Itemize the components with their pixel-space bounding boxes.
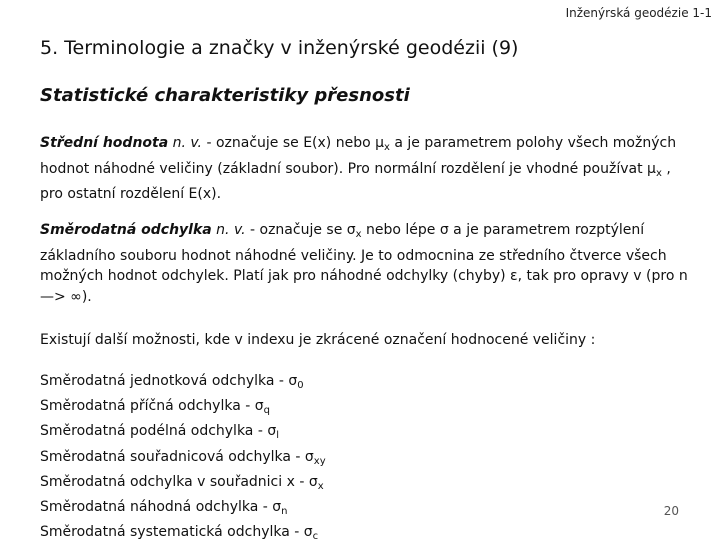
- list-item: [40, 447, 326, 472]
- text: - označuje se E(x) nebo: [202, 135, 376, 151]
- list-item-label: Směrodatná náhodná odchylka -: [40, 499, 273, 516]
- slide-title: 5. Terminologie a značky v inženýrské geodézii (9): [40, 37, 519, 59]
- subscript: q: [263, 405, 270, 417]
- subscript: x: [384, 142, 390, 153]
- list-item-label: Směrodatná souřadnicová odchylka -: [40, 448, 305, 465]
- abbr: n. v.: [168, 135, 202, 151]
- subscript: 0: [297, 380, 304, 391]
- paragraph-other-options: Existují další možnosti, kde v indexu je zkrácené označení hodnocené veličiny :: [40, 332, 596, 348]
- epsilon-symbol: ε: [510, 268, 518, 284]
- subscript: x: [655, 167, 662, 179]
- subscript: xy: [313, 455, 326, 467]
- page-number: 20: [663, 504, 679, 518]
- term-mean-value: Střední hodnota: [40, 135, 169, 151]
- list-item-label: Směrodatná jednotková odchylka -: [40, 373, 289, 389]
- text: - označuje se: [245, 222, 347, 238]
- text: , tak pro opravy v (pro n —> ∞).: [40, 268, 688, 305]
- sigma-symbol: σ: [267, 423, 277, 440]
- text: nebo lépe: [361, 222, 440, 238]
- subscript: x: [355, 229, 362, 240]
- list-item: [40, 396, 326, 421]
- list-item: [40, 371, 326, 396]
- course-header: Inženýrská geodézie 1-1: [565, 6, 712, 20]
- mu-symbol: μ: [375, 135, 385, 151]
- list-item-label: Směrodatná příčná odchylka -: [40, 398, 255, 415]
- list-item-label: Směrodatná systematická odchylka -: [40, 524, 304, 541]
- sigma-symbol: σ: [288, 373, 298, 389]
- paragraph-mean-value: [40, 133, 690, 205]
- sigma-symbol: σ: [272, 499, 282, 516]
- sigma-symbol: σ: [308, 473, 318, 490]
- text: a je parametrem rozptýlení základního souboru hodnot náhodné veličiny. Je to odmocnina ze středního čtverce všech možných hodnot odchylek. Platí jak pro náhodné odchylky (chyby): [40, 222, 667, 284]
- list-item: [40, 421, 326, 446]
- sigma-symbol: σ: [254, 398, 264, 415]
- list-item: [40, 522, 326, 547]
- list-item-label: Směrodatná podélná odchylka -: [40, 423, 268, 440]
- deviation-list: [40, 371, 326, 547]
- paragraph-standard-deviation: [40, 220, 690, 307]
- sigma-symbol: σ: [346, 222, 356, 238]
- subscript: x: [317, 480, 324, 492]
- subscript: l: [276, 430, 279, 442]
- text: a je parametrem polohy všech možných hodnot náhodné veličiny (základní soubor). Pro normální rozdělení je vhodné používat: [40, 135, 677, 177]
- subscript: c: [312, 531, 319, 543]
- text: , pro ostatní rozdělení E(x).: [40, 160, 671, 202]
- sigma-symbol: σ: [304, 448, 314, 465]
- sigma-symbol: σ: [303, 524, 313, 541]
- list-item-label: Směrodatná odchylka v souřadnici x -: [40, 473, 309, 490]
- mu-symbol: μ: [647, 160, 656, 177]
- term-standard-deviation: Směrodatná odchylka: [40, 222, 212, 238]
- slide-subtitle: Statistické charakteristiky přesnosti: [40, 85, 410, 106]
- list-item: [40, 497, 326, 522]
- list-item: [40, 472, 326, 497]
- subscript: n: [281, 506, 288, 518]
- sigma-symbol: σ: [439, 222, 449, 238]
- abbr: n. v.: [211, 222, 246, 238]
